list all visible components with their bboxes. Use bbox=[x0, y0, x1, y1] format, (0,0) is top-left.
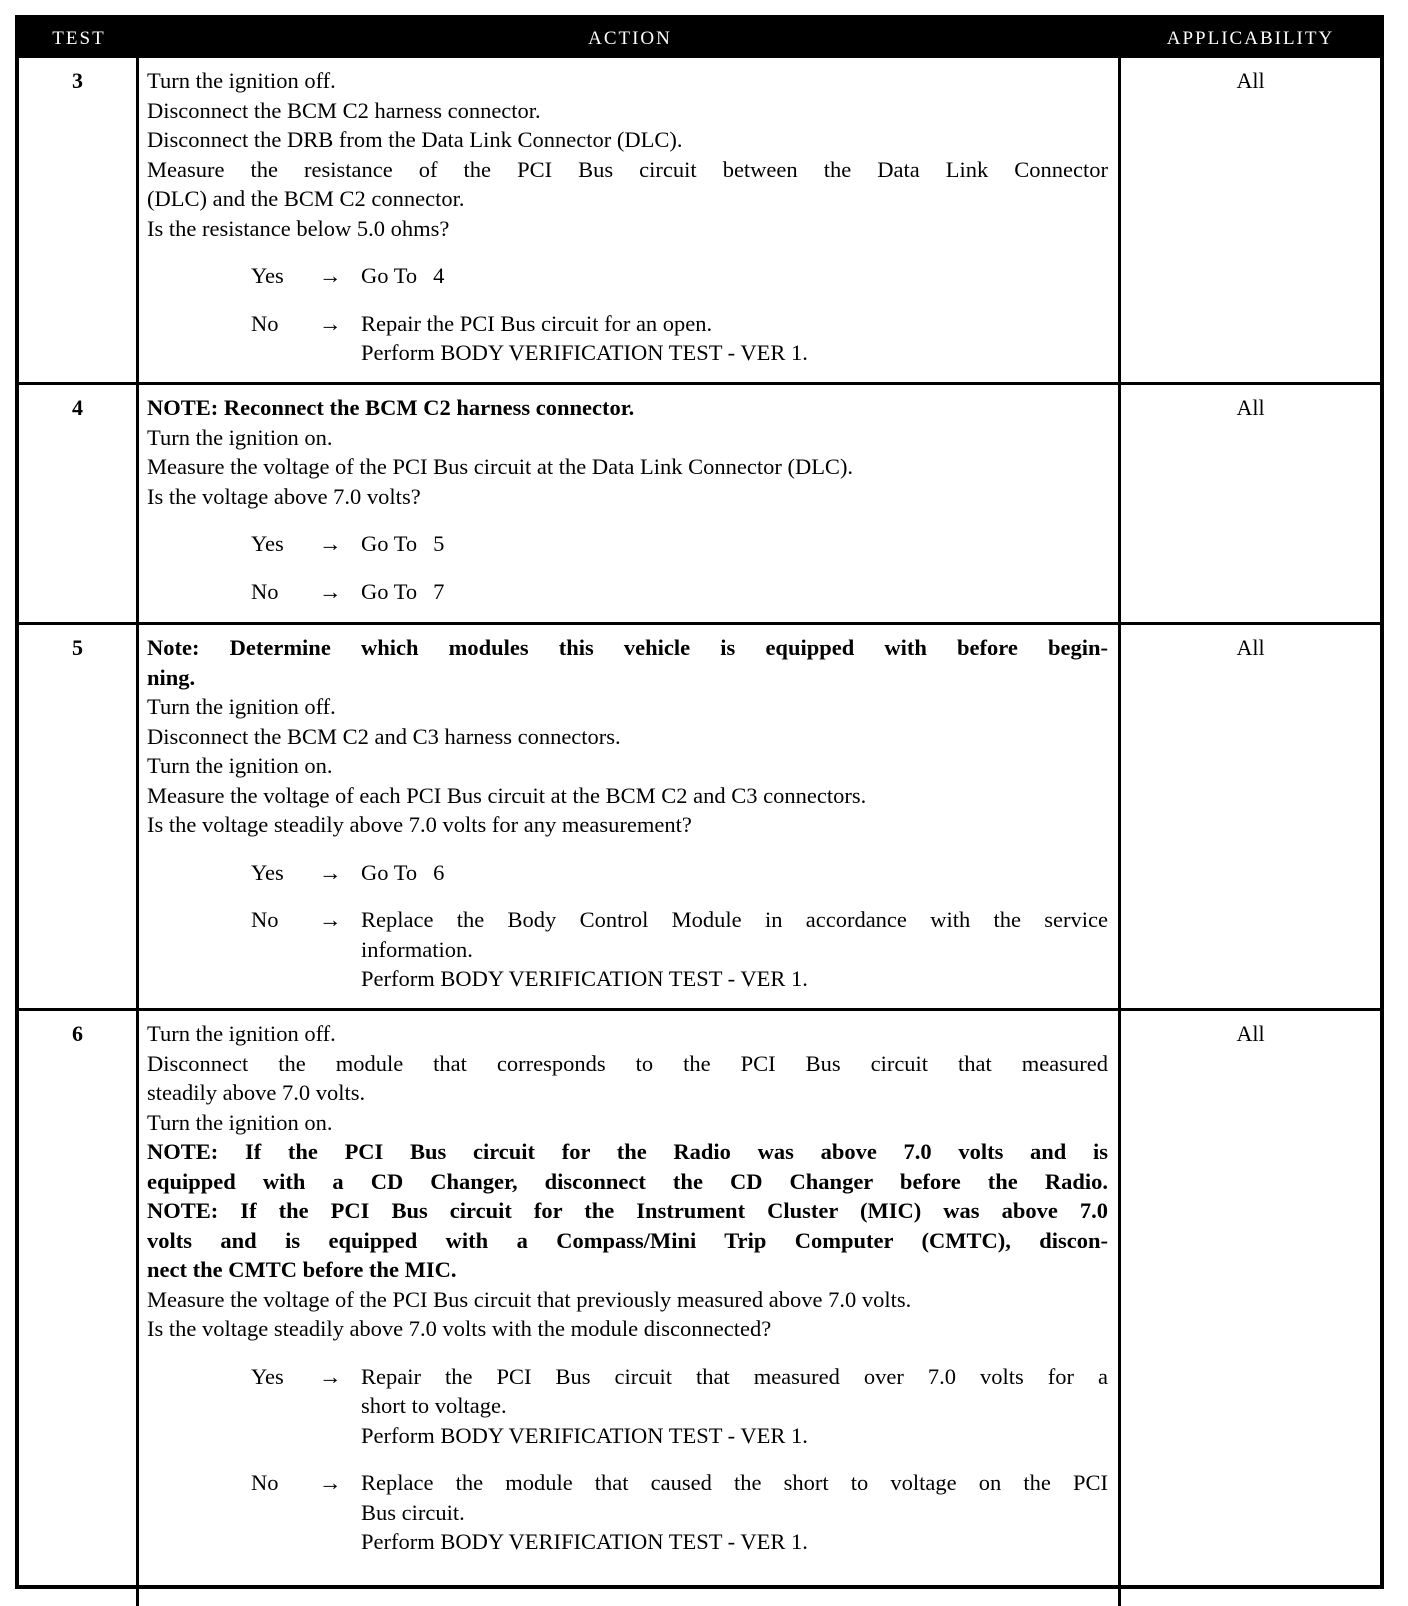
note-line: nect the CMTC before the MIC. bbox=[147, 1257, 457, 1282]
table-row bbox=[19, 622, 1380, 1008]
result-body bbox=[361, 1468, 1108, 1557]
goto-label: Go To bbox=[361, 263, 418, 288]
result-line: Replace the module that caused the short to voltage on the PCI bbox=[361, 1470, 1108, 1495]
note-line: NOTE: Reconnect the BCM C2 harness connector. bbox=[147, 395, 635, 420]
result-yes bbox=[147, 261, 1108, 291]
arrow-icon: → bbox=[319, 907, 342, 932]
test-number: 4 bbox=[19, 385, 139, 622]
action-line: Turn the ignition off. bbox=[147, 694, 336, 719]
table-row bbox=[19, 58, 1380, 382]
result-body bbox=[361, 529, 1108, 559]
goto-step: 7 bbox=[433, 578, 445, 604]
result-no bbox=[147, 577, 1108, 607]
applicability-cell: All bbox=[1236, 68, 1265, 93]
result-label: Yes bbox=[251, 859, 284, 885]
result-line: Perform BODY VERIFICATION TEST - VER 1. bbox=[361, 1529, 808, 1554]
note-line: NOTE: If the PCI Bus circuit for the Radio was above 7.0 volts and is bbox=[147, 1139, 1108, 1164]
action-line: Turn the ignition on. bbox=[147, 1109, 333, 1135]
action-line: Turn the ignition on. bbox=[147, 753, 333, 778]
result-yes bbox=[147, 529, 1108, 559]
note-line: ning. bbox=[147, 664, 196, 690]
action-line: Measure the resistance of the PCI Bus circuit between the Data Link Connector bbox=[147, 156, 1108, 182]
result-body bbox=[361, 309, 1108, 368]
result-body bbox=[361, 858, 1108, 888]
header-action: ACTION bbox=[588, 27, 672, 49]
result-label: No bbox=[251, 907, 279, 932]
result-label: No bbox=[251, 1470, 279, 1495]
table-row bbox=[19, 1008, 1380, 1606]
action-line: Disconnect the module that corresponds to the PCI Bus circuit that measured bbox=[147, 1050, 1108, 1076]
action-cell bbox=[139, 625, 1121, 1008]
action-cell bbox=[139, 1011, 1121, 1606]
result-line: Replace the Body Control Module in accordance with the service bbox=[361, 907, 1108, 932]
result-no bbox=[147, 1468, 1108, 1557]
goto-label: Go To bbox=[361, 578, 418, 604]
action-line: steadily above 7.0 volts. bbox=[147, 1080, 366, 1105]
arrow-icon: → bbox=[319, 859, 342, 885]
note-line: volts and is equipped with a Compass/Mini Trip Computer (CMTC), discon- bbox=[147, 1227, 1108, 1253]
note-line: equipped with a CD Changer, disconnect the CD Changer before the Radio. bbox=[147, 1168, 1108, 1194]
action-line: Turn the ignition off. bbox=[147, 1021, 336, 1046]
result-line: information. bbox=[361, 936, 473, 962]
action-line: Is the resistance below 5.0 ohms? bbox=[147, 215, 450, 241]
action-line: Turn the ignition on. bbox=[147, 424, 333, 450]
arrow-icon: → bbox=[319, 578, 342, 604]
result-no bbox=[147, 309, 1108, 368]
result-line: Perform BODY VERIFICATION TEST - VER 1. bbox=[361, 340, 808, 365]
table-row bbox=[19, 382, 1380, 622]
result-body bbox=[361, 577, 1108, 607]
result-label: Yes bbox=[251, 531, 284, 556]
action-line: Is the voltage above 7.0 volts? bbox=[147, 483, 421, 509]
header-applicability: APPLICABILITY bbox=[1166, 27, 1335, 49]
result-line: Repair the PCI Bus circuit for an open. bbox=[361, 310, 713, 336]
result-line: Repair the PCI Bus circuit that measured over 7.0 volts for a bbox=[361, 1363, 1108, 1389]
action-line: Measure the voltage of the PCI Bus circuit that previously measured above 7.0 volts. bbox=[147, 1286, 912, 1312]
action-line: Disconnect the DRB from the Data Link Connector (DLC). bbox=[147, 127, 683, 152]
action-cell bbox=[139, 385, 1121, 622]
result-line: Perform BODY VERIFICATION TEST - VER 1. bbox=[361, 966, 808, 991]
result-body bbox=[361, 1362, 1108, 1451]
result-yes bbox=[147, 1362, 1108, 1451]
action-line: Is the voltage steadily above 7.0 volts for any measurement? bbox=[147, 812, 692, 837]
action-line: Turn the ignition off. bbox=[147, 68, 336, 93]
applicability-cell: All bbox=[1236, 635, 1265, 660]
action-line: Is the voltage steadily above 7.0 volts with the module disconnected? bbox=[147, 1316, 772, 1341]
test-number: 6 bbox=[19, 1011, 139, 1606]
diagnostic-table bbox=[15, 15, 1384, 1589]
action-line: (DLC) and the BCM C2 connector. bbox=[147, 186, 465, 211]
note-line: NOTE: If the PCI Bus circuit for the Instrument Cluster (MIC) was above 7.0 bbox=[147, 1198, 1108, 1223]
result-line: Perform BODY VERIFICATION TEST - VER 1. bbox=[361, 1422, 808, 1448]
arrow-icon: → bbox=[319, 263, 342, 288]
arrow-icon: → bbox=[319, 1363, 342, 1389]
result-body bbox=[361, 261, 1108, 291]
applicability-cell: All bbox=[1236, 1021, 1265, 1046]
action-line: Disconnect the BCM C2 harness connector. bbox=[147, 97, 541, 123]
test-number: 5 bbox=[19, 625, 139, 1008]
result-no bbox=[147, 905, 1108, 994]
header-test: TEST bbox=[52, 27, 106, 49]
action-line: Disconnect the BCM C2 and C3 harness connectors. bbox=[147, 723, 621, 749]
action-cell bbox=[139, 58, 1121, 382]
action-line: Measure the voltage of each PCI Bus circuit at the BCM C2 and C3 connectors. bbox=[147, 782, 867, 808]
result-label: Yes bbox=[251, 1363, 284, 1389]
result-label: Yes bbox=[251, 263, 284, 288]
test-number: 3 bbox=[19, 58, 139, 382]
result-line: short to voltage. bbox=[361, 1393, 507, 1418]
goto-step: 6 bbox=[433, 859, 445, 885]
arrow-icon: → bbox=[319, 1470, 342, 1495]
result-label: No bbox=[251, 310, 279, 336]
result-line: Bus circuit. bbox=[361, 1499, 465, 1525]
result-label: No bbox=[251, 578, 279, 604]
goto-label: Go To bbox=[361, 859, 418, 885]
arrow-icon: → bbox=[319, 310, 342, 336]
note-line: Note: Determine which modules this vehicle is equipped with before begin- bbox=[147, 635, 1108, 660]
result-yes bbox=[147, 858, 1108, 888]
table-body bbox=[19, 58, 1380, 1606]
result-body bbox=[361, 905, 1108, 994]
table-header bbox=[19, 19, 1380, 58]
goto-label: Go To bbox=[361, 531, 418, 556]
action-line: Measure the voltage of the PCI Bus circuit at the Data Link Connector (DLC). bbox=[147, 454, 854, 479]
arrow-icon: → bbox=[319, 531, 342, 556]
applicability-cell: All bbox=[1236, 395, 1265, 420]
goto-step: 4 bbox=[433, 263, 445, 288]
goto-step: 5 bbox=[433, 531, 445, 556]
